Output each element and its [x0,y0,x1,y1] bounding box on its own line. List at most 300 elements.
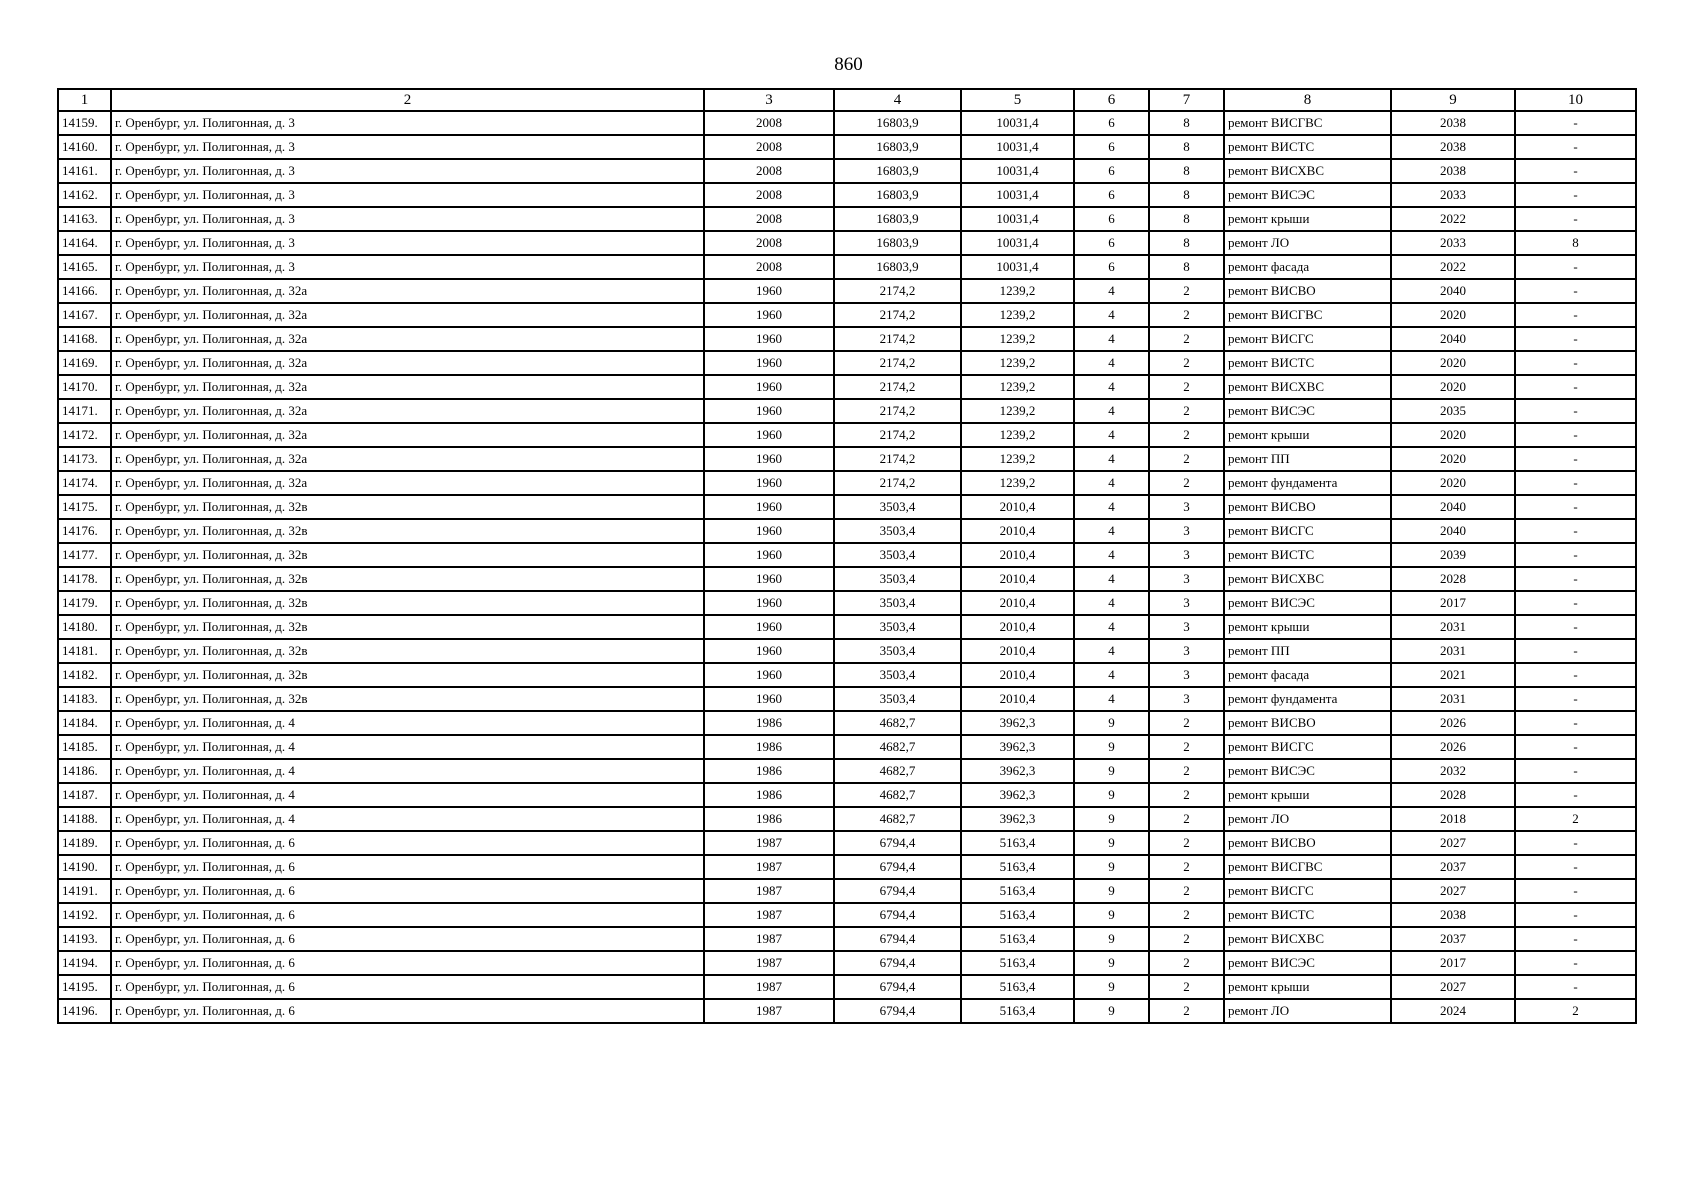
cell-living-area: 5163,4 [961,975,1074,999]
cell-value: - [1515,567,1636,591]
cell-address: г. Оренбург, ул. Полигонная, д. 32в [111,687,704,711]
column-header: 1 [58,89,111,111]
cell-planned-year: 2040 [1391,519,1515,543]
cell-value: - [1515,855,1636,879]
column-header: 10 [1515,89,1636,111]
cell-total-area: 6794,4 [834,927,961,951]
cell-floors: 9 [1074,759,1149,783]
cell-planned-year: 2033 [1391,231,1515,255]
cell-total-area: 4682,7 [834,807,961,831]
cell-build-year: 2008 [704,159,834,183]
cell-entrances: 2 [1149,351,1224,375]
cell-entrances: 2 [1149,999,1224,1023]
cell-value: - [1515,783,1636,807]
cell-build-year: 2008 [704,135,834,159]
cell-entrances: 8 [1149,135,1224,159]
cell-entrances: 2 [1149,471,1224,495]
cell-build-year: 1987 [704,999,834,1023]
cell-floors: 4 [1074,543,1149,567]
cell-value: - [1515,375,1636,399]
cell-planned-year: 2031 [1391,615,1515,639]
cell-living-area: 5163,4 [961,999,1074,1023]
cell-row-number: 14167. [58,303,111,327]
table-row [58,759,1636,783]
cell-build-year: 1960 [704,663,834,687]
cell-living-area: 3962,3 [961,807,1074,831]
cell-address: г. Оренбург, ул. Полигонная, д. 32а [111,327,704,351]
table-row [58,495,1636,519]
cell-planned-year: 2038 [1391,135,1515,159]
cell-planned-year: 2028 [1391,567,1515,591]
cell-planned-year: 2027 [1391,975,1515,999]
cell-work-type: ремонт ВИСТС [1224,135,1391,159]
cell-row-number: 14185. [58,735,111,759]
cell-planned-year: 2038 [1391,903,1515,927]
cell-address: г. Оренбург, ул. Полигонная, д. 3 [111,231,704,255]
table-row [58,327,1636,351]
table-row [58,807,1636,831]
repair-schedule-table [57,88,1637,1024]
cell-floors: 6 [1074,159,1149,183]
cell-planned-year: 2037 [1391,927,1515,951]
table-row [58,663,1636,687]
cell-address: г. Оренбург, ул. Полигонная, д. 4 [111,735,704,759]
cell-value: - [1515,303,1636,327]
cell-total-area: 6794,4 [834,951,961,975]
cell-work-type: ремонт ВИСЭС [1224,759,1391,783]
cell-floors: 4 [1074,639,1149,663]
cell-row-number: 14194. [58,951,111,975]
cell-value: - [1515,255,1636,279]
cell-floors: 9 [1074,951,1149,975]
cell-living-area: 2010,4 [961,615,1074,639]
cell-address: г. Оренбург, ул. Полигонная, д. 32а [111,423,704,447]
cell-living-area: 3962,3 [961,735,1074,759]
cell-total-area: 3503,4 [834,543,961,567]
cell-value: - [1515,831,1636,855]
column-header: 7 [1149,89,1224,111]
cell-row-number: 14186. [58,759,111,783]
cell-entrances: 3 [1149,519,1224,543]
cell-row-number: 14189. [58,831,111,855]
cell-total-area: 3503,4 [834,687,961,711]
cell-planned-year: 2033 [1391,183,1515,207]
cell-row-number: 14191. [58,879,111,903]
cell-planned-year: 2020 [1391,375,1515,399]
cell-row-number: 14196. [58,999,111,1023]
cell-address: г. Оренбург, ул. Полигонная, д. 32в [111,615,704,639]
cell-work-type: ремонт ВИСХВС [1224,375,1391,399]
cell-address: г. Оренбург, ул. Полигонная, д. 3 [111,159,704,183]
cell-build-year: 2008 [704,183,834,207]
cell-address: г. Оренбург, ул. Полигонная, д. 6 [111,903,704,927]
cell-address: г. Оренбург, ул. Полигонная, д. 3 [111,207,704,231]
cell-value: - [1515,927,1636,951]
table-row [58,831,1636,855]
cell-row-number: 14161. [58,159,111,183]
cell-floors: 6 [1074,231,1149,255]
cell-total-area: 6794,4 [834,975,961,999]
cell-row-number: 14195. [58,975,111,999]
cell-planned-year: 2028 [1391,783,1515,807]
cell-row-number: 14178. [58,567,111,591]
cell-build-year: 1987 [704,927,834,951]
cell-living-area: 10031,4 [961,231,1074,255]
cell-floors: 4 [1074,615,1149,639]
table-row [58,399,1636,423]
cell-value: - [1515,399,1636,423]
cell-work-type: ремонт ВИСГС [1224,735,1391,759]
cell-living-area: 2010,4 [961,567,1074,591]
cell-living-area: 1239,2 [961,423,1074,447]
cell-floors: 9 [1074,711,1149,735]
cell-total-area: 2174,2 [834,279,961,303]
cell-floors: 9 [1074,855,1149,879]
cell-entrances: 8 [1149,183,1224,207]
cell-address: г. Оренбург, ул. Полигонная, д. 3 [111,183,704,207]
cell-work-type: ремонт фундамента [1224,471,1391,495]
cell-work-type: ремонт ВИСВО [1224,279,1391,303]
table-row [58,567,1636,591]
cell-total-area: 3503,4 [834,639,961,663]
cell-total-area: 2174,2 [834,423,961,447]
cell-row-number: 14181. [58,639,111,663]
cell-work-type: ремонт ЛО [1224,999,1391,1023]
table-row [58,471,1636,495]
cell-address: г. Оренбург, ул. Полигонная, д. 3 [111,255,704,279]
table-row [58,423,1636,447]
cell-living-area: 1239,2 [961,327,1074,351]
cell-value: - [1515,879,1636,903]
cell-planned-year: 2031 [1391,639,1515,663]
cell-work-type: ремонт ЛО [1224,231,1391,255]
column-header: 5 [961,89,1074,111]
cell-total-area: 16803,9 [834,159,961,183]
table-row [58,591,1636,615]
cell-build-year: 1960 [704,375,834,399]
cell-living-area: 10031,4 [961,135,1074,159]
cell-address: г. Оренбург, ул. Полигонная, д. 32в [111,591,704,615]
cell-row-number: 14172. [58,423,111,447]
cell-row-number: 14164. [58,231,111,255]
cell-address: г. Оренбург, ул. Полигонная, д. 32в [111,519,704,543]
cell-work-type: ремонт ВИСХВС [1224,927,1391,951]
cell-planned-year: 2027 [1391,879,1515,903]
cell-row-number: 14168. [58,327,111,351]
cell-work-type: ремонт фундамента [1224,687,1391,711]
cell-floors: 4 [1074,471,1149,495]
cell-value: - [1515,471,1636,495]
cell-total-area: 6794,4 [834,999,961,1023]
cell-build-year: 1987 [704,975,834,999]
cell-work-type: ремонт ВИСЭС [1224,591,1391,615]
cell-work-type: ремонт ВИСВО [1224,495,1391,519]
cell-value: - [1515,711,1636,735]
column-header: 8 [1224,89,1391,111]
cell-build-year: 1960 [704,543,834,567]
table-row [58,183,1636,207]
cell-value: - [1515,663,1636,687]
cell-address: г. Оренбург, ул. Полигонная, д. 32в [111,543,704,567]
cell-row-number: 14169. [58,351,111,375]
cell-build-year: 1960 [704,519,834,543]
cell-build-year: 1960 [704,327,834,351]
cell-row-number: 14183. [58,687,111,711]
cell-total-area: 4682,7 [834,735,961,759]
cell-entrances: 2 [1149,279,1224,303]
cell-value: - [1515,159,1636,183]
cell-build-year: 1986 [704,807,834,831]
cell-floors: 9 [1074,783,1149,807]
cell-row-number: 14176. [58,519,111,543]
cell-build-year: 1986 [704,711,834,735]
cell-value: 8 [1515,231,1636,255]
table-row [58,255,1636,279]
cell-entrances: 8 [1149,255,1224,279]
cell-entrances: 3 [1149,567,1224,591]
cell-entrances: 2 [1149,879,1224,903]
cell-value: - [1515,951,1636,975]
cell-living-area: 2010,4 [961,495,1074,519]
cell-row-number: 14160. [58,135,111,159]
cell-work-type: ремонт ВИСХВС [1224,159,1391,183]
cell-planned-year: 2020 [1391,447,1515,471]
cell-total-area: 4682,7 [834,783,961,807]
cell-address: г. Оренбург, ул. Полигонная, д. 6 [111,831,704,855]
cell-total-area: 16803,9 [834,255,961,279]
cell-value: - [1515,183,1636,207]
cell-planned-year: 2039 [1391,543,1515,567]
cell-entrances: 2 [1149,783,1224,807]
cell-value: - [1515,423,1636,447]
cell-total-area: 6794,4 [834,903,961,927]
cell-work-type: ремонт крыши [1224,783,1391,807]
cell-total-area: 16803,9 [834,111,961,135]
cell-entrances: 2 [1149,831,1224,855]
cell-planned-year: 2020 [1391,471,1515,495]
cell-work-type: ремонт ВИСЭС [1224,399,1391,423]
cell-planned-year: 2038 [1391,159,1515,183]
cell-build-year: 1960 [704,591,834,615]
cell-value: - [1515,759,1636,783]
cell-planned-year: 2027 [1391,831,1515,855]
cell-address: г. Оренбург, ул. Полигонная, д. 32в [111,663,704,687]
table-row [58,783,1636,807]
cell-address: г. Оренбург, ул. Полигонная, д. 32а [111,447,704,471]
table-row [58,351,1636,375]
cell-build-year: 1987 [704,855,834,879]
cell-build-year: 1987 [704,879,834,903]
cell-value: - [1515,111,1636,135]
cell-planned-year: 2026 [1391,735,1515,759]
cell-living-area: 1239,2 [961,303,1074,327]
cell-entrances: 8 [1149,111,1224,135]
cell-floors: 4 [1074,519,1149,543]
cell-floors: 6 [1074,135,1149,159]
cell-address: г. Оренбург, ул. Полигонная, д. 6 [111,999,704,1023]
cell-total-area: 2174,2 [834,303,961,327]
cell-row-number: 14173. [58,447,111,471]
cell-floors: 9 [1074,807,1149,831]
table-row [58,927,1636,951]
cell-address: г. Оренбург, ул. Полигонная, д. 32в [111,639,704,663]
cell-entrances: 2 [1149,303,1224,327]
cell-build-year: 2008 [704,111,834,135]
cell-work-type: ремонт ВИСЭС [1224,951,1391,975]
table-row [58,135,1636,159]
cell-address: г. Оренбург, ул. Полигонная, д. 6 [111,879,704,903]
cell-entrances: 3 [1149,663,1224,687]
cell-floors: 4 [1074,567,1149,591]
cell-row-number: 14188. [58,807,111,831]
cell-row-number: 14192. [58,903,111,927]
cell-value: - [1515,735,1636,759]
cell-address: г. Оренбург, ул. Полигонная, д. 32а [111,375,704,399]
cell-row-number: 14162. [58,183,111,207]
cell-planned-year: 2026 [1391,711,1515,735]
cell-build-year: 1960 [704,351,834,375]
cell-living-area: 10031,4 [961,255,1074,279]
cell-address: г. Оренбург, ул. Полигонная, д. 32а [111,279,704,303]
cell-floors: 6 [1074,207,1149,231]
cell-living-area: 2010,4 [961,543,1074,567]
cell-value: - [1515,543,1636,567]
cell-build-year: 2008 [704,231,834,255]
cell-address: г. Оренбург, ул. Полигонная, д. 6 [111,975,704,999]
cell-living-area: 10031,4 [961,183,1074,207]
cell-floors: 6 [1074,111,1149,135]
cell-total-area: 6794,4 [834,855,961,879]
cell-work-type: ремонт ПП [1224,639,1391,663]
cell-build-year: 1986 [704,735,834,759]
cell-value: - [1515,591,1636,615]
cell-row-number: 14159. [58,111,111,135]
cell-floors: 9 [1074,999,1149,1023]
cell-address: г. Оренбург, ул. Полигонная, д. 32а [111,351,704,375]
cell-total-area: 2174,2 [834,471,961,495]
column-header: 6 [1074,89,1149,111]
cell-floors: 4 [1074,591,1149,615]
cell-floors: 4 [1074,327,1149,351]
cell-planned-year: 2040 [1391,495,1515,519]
cell-row-number: 14179. [58,591,111,615]
cell-build-year: 1987 [704,903,834,927]
cell-living-area: 5163,4 [961,927,1074,951]
cell-total-area: 2174,2 [834,327,961,351]
cell-entrances: 2 [1149,975,1224,999]
table-row [58,231,1636,255]
cell-build-year: 2008 [704,207,834,231]
cell-address: г. Оренбург, ул. Полигонная, д. 3 [111,111,704,135]
cell-planned-year: 2031 [1391,687,1515,711]
cell-floors: 4 [1074,423,1149,447]
cell-living-area: 2010,4 [961,639,1074,663]
table-row [58,975,1636,999]
cell-address: г. Оренбург, ул. Полигонная, д. 32в [111,495,704,519]
cell-row-number: 14175. [58,495,111,519]
cell-value: 2 [1515,807,1636,831]
cell-work-type: ремонт ВИСГВС [1224,303,1391,327]
table-row [58,615,1636,639]
cell-total-area: 6794,4 [834,879,961,903]
cell-planned-year: 2022 [1391,207,1515,231]
cell-entrances: 2 [1149,711,1224,735]
cell-value: - [1515,639,1636,663]
cell-total-area: 6794,4 [834,831,961,855]
cell-planned-year: 2024 [1391,999,1515,1023]
cell-total-area: 16803,9 [834,135,961,159]
cell-value: - [1515,447,1636,471]
cell-entrances: 2 [1149,903,1224,927]
cell-total-area: 3503,4 [834,615,961,639]
cell-floors: 4 [1074,663,1149,687]
cell-build-year: 1960 [704,567,834,591]
cell-entrances: 3 [1149,687,1224,711]
cell-total-area: 4682,7 [834,711,961,735]
cell-entrances: 3 [1149,495,1224,519]
cell-total-area: 16803,9 [834,183,961,207]
cell-planned-year: 2017 [1391,951,1515,975]
cell-work-type: ремонт ВИСГВС [1224,855,1391,879]
cell-build-year: 1960 [704,495,834,519]
table-body [58,111,1636,1023]
cell-row-number: 14171. [58,399,111,423]
cell-living-area: 10031,4 [961,111,1074,135]
table-row [58,207,1636,231]
header-row [58,89,1636,111]
cell-work-type: ремонт ВИСЭС [1224,183,1391,207]
table-row [58,855,1636,879]
cell-work-type: ремонт ВИСТС [1224,351,1391,375]
cell-build-year: 1986 [704,759,834,783]
table-row [58,735,1636,759]
cell-planned-year: 2040 [1391,279,1515,303]
cell-value: - [1515,687,1636,711]
cell-entrances: 2 [1149,375,1224,399]
cell-living-area: 5163,4 [961,903,1074,927]
column-header: 9 [1391,89,1515,111]
cell-living-area: 3962,3 [961,759,1074,783]
cell-floors: 9 [1074,879,1149,903]
cell-value: - [1515,495,1636,519]
cell-build-year: 1960 [704,471,834,495]
cell-row-number: 14182. [58,663,111,687]
cell-entrances: 2 [1149,423,1224,447]
cell-floors: 4 [1074,279,1149,303]
cell-row-number: 14184. [58,711,111,735]
cell-entrances: 2 [1149,927,1224,951]
cell-entrances: 2 [1149,807,1224,831]
cell-work-type: ремонт ПП [1224,447,1391,471]
cell-value: - [1515,279,1636,303]
cell-entrances: 8 [1149,231,1224,255]
cell-floors: 9 [1074,975,1149,999]
cell-entrances: 3 [1149,639,1224,663]
cell-value: 2 [1515,999,1636,1023]
cell-build-year: 1960 [704,447,834,471]
cell-entrances: 2 [1149,855,1224,879]
cell-total-area: 4682,7 [834,759,961,783]
column-header: 4 [834,89,961,111]
cell-floors: 9 [1074,903,1149,927]
cell-build-year: 1960 [704,279,834,303]
cell-total-area: 2174,2 [834,399,961,423]
cell-build-year: 1960 [704,303,834,327]
cell-total-area: 2174,2 [834,351,961,375]
cell-entrances: 2 [1149,735,1224,759]
cell-value: - [1515,351,1636,375]
table-row [58,711,1636,735]
